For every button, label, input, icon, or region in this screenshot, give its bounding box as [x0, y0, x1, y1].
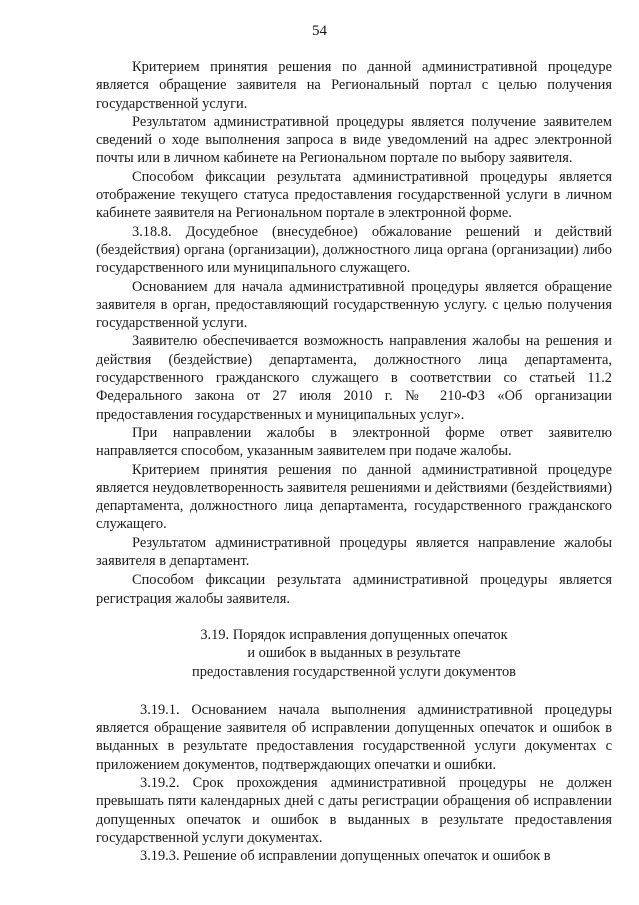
section-heading-line-2: и ошибок в выданных в результате [247, 645, 461, 662]
paragraph-3-19-2: 3.19.2. Срок прохождения административной процедуры не должен превышать пяти календарных дней с даты регистрации обращения об исправлении допущенных опечаток и ошибок в выданных в результате предоставления государственной услуги документах. [96, 774, 612, 846]
document-body [96, 58, 612, 865]
paragraph-3-19-3: 3.19.3. Решение об исправлении допущенных опечаток и ошибок в [140, 848, 551, 865]
section-heading-line-3: предоставления государственной услуги документов [192, 663, 516, 680]
paragraph-appeal-possibility: Заявителю обеспечивается возможность направления жалобы на решения и действия (бездействие) департамента, должностного лица департамента, государственного гражданского служащего в соответствии со статьей 11.2 Федерального закона от 27 июля 2010 г. № 210-ФЗ «Об организации предоставления государственных и муниципальных услуг». [96, 333, 612, 423]
paragraph-appeal-criterion: Критерием принятия решения по данной административной процедуре является неудовлетворенность заявителя решениями и действиями (бездействиями) департамента, должностного лица департамента, государственного гражданского служащего. [96, 461, 612, 533]
section-heading-line-1: 3.19. Порядок исправления допущенных опечаток [200, 626, 508, 643]
paragraph-portal-result: Результатом административной процедуры является получение заявителем сведений о ходе выполнения запроса в виде уведомлений на адрес электронной почты или в личном кабинете на Региональном портале по выбору заявителя. [96, 113, 612, 167]
paragraph-appeal-electronic: При направлении жалобы в электронной форме ответ заявителю направляется способом, указанным заявителем при подаче жалобы. [96, 424, 612, 460]
paragraph-appeal-result: Результатом административной процедуры является направление жалобы заявителя в департамент. [96, 534, 612, 570]
page-number: 54 [312, 23, 327, 39]
paragraph-portal-criterion: Критерием принятия решения по данной административной процедуре является обращение заявителя на Региональный портал с целью получения государственной услуги. [96, 59, 612, 112]
paragraph-appeal-fixation: Способом фиксации результата административной процедуры является регистрация жалобы заявителя. [96, 572, 612, 607]
paragraph-3-18-8: 3.18.8. Досудебное (внесудебное) обжалование решений и действий (бездействия) органа (организации), должностного лица органа (организации) либо государственного или муниципального служащего. [96, 223, 612, 277]
paragraph-3-19-1: 3.19.1. Основанием начала выполнения административной процедуры является обращение заявителя об исправлении допущенных опечаток и ошибок в выданных в результате предоставления государственной услуги документах с приложением документов, подтверждающих опечатки и ошибки. [96, 701, 612, 773]
paragraph-appeal-basis: Основанием для начала административной процедуры является обращение заявителя в орган, предоставляющий государственную услугу. с целью получения государственной услуги. [96, 278, 612, 332]
paragraph-portal-fixation: Способом фиксации результата административной процедуры является отображение текущего статуса предоставления государственной услуги в личном кабинете заявителя на Региональном портале в электронной форме. [96, 168, 612, 222]
section-heading-3-19 [96, 626, 612, 681]
